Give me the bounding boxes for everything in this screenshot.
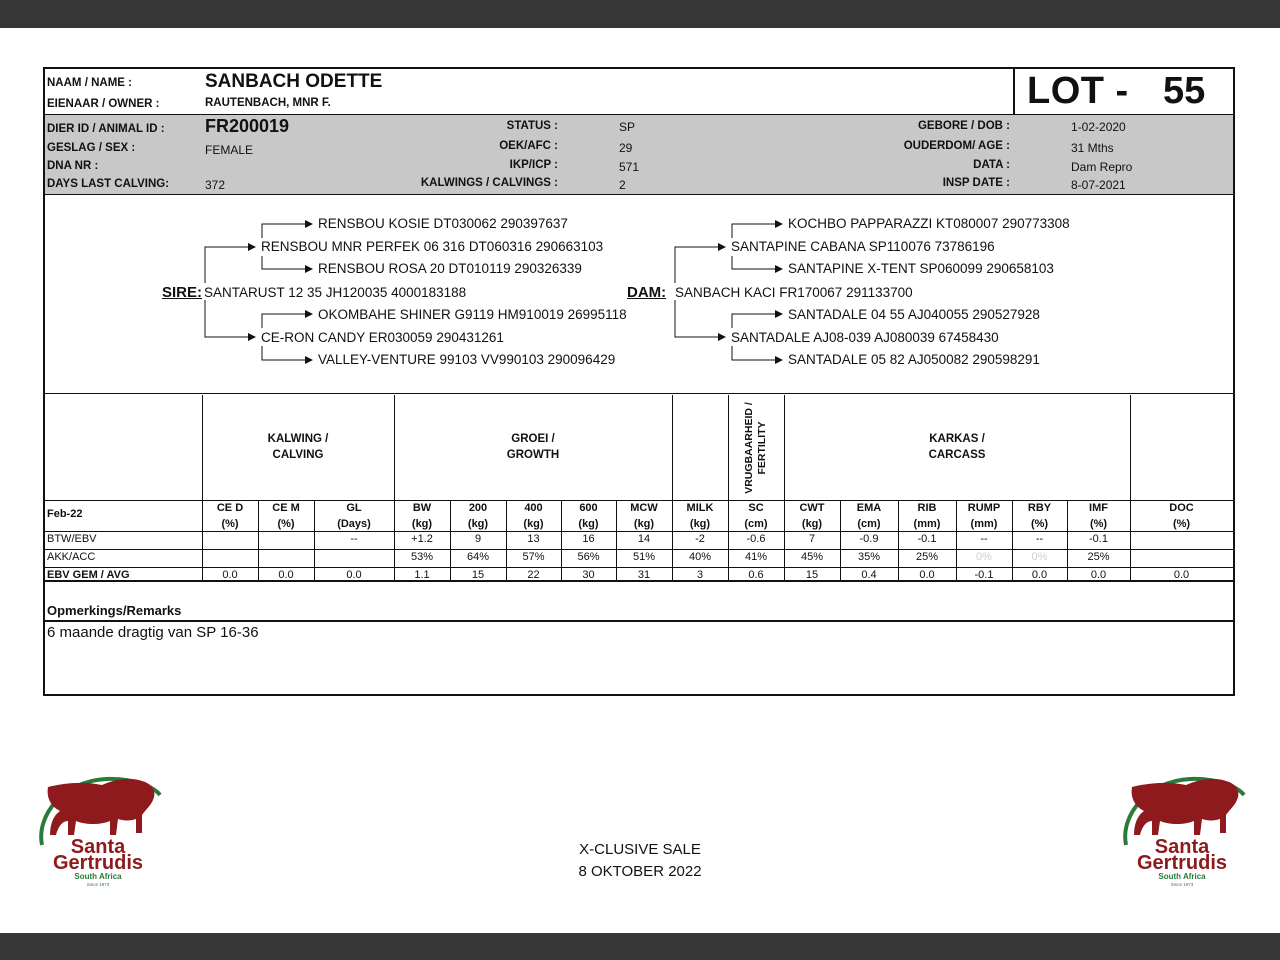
table-cell: 3 [696, 569, 704, 581]
dam-dam: SANTADALE AJ08-039 AJ080039 67458430 [731, 330, 999, 345]
table-cell: -- [1035, 533, 1044, 545]
lot-number: 55 [1163, 70, 1206, 112]
col-header-name: CE D [216, 502, 244, 514]
row-label: AKK/ACC [47, 551, 96, 563]
period-label: Feb-22 [47, 508, 83, 520]
sire-dam-sire: OKOMBAHE SHINER G9119 HM910019 26995118 [318, 307, 627, 322]
table-cell: 0.0 [1090, 569, 1107, 581]
calvings-label: KALWINGS / CALVINGS : [420, 177, 558, 189]
sire-dam-dam-line [262, 346, 312, 360]
col-header-rib [898, 500, 956, 532]
table-cell: +1.2 [411, 533, 433, 545]
fertility-group-label: VRUGBAARHEID / FERTILITY [743, 402, 768, 494]
table-cell: 53% [410, 551, 434, 563]
insp-date-value: 8-07-2021 [1071, 178, 1126, 192]
table-cell: 9 [474, 533, 482, 545]
carcass-group-line2: CARCASS [928, 449, 986, 461]
col-header-unit: (kg) [523, 518, 544, 530]
sire: SANTARUST 12 35 JH120035 4000183188 [204, 285, 467, 300]
dam-sire-dam-line [732, 256, 782, 269]
col-header-name: RUMP [967, 502, 1001, 514]
col-header-milk [672, 500, 728, 532]
table-cell: 16 [582, 533, 595, 545]
table-cell: 0.0 [919, 569, 935, 581]
col-header-doc [1130, 500, 1233, 532]
santa-gertrudis-logo-right [1118, 775, 1246, 887]
col-header-ce-m [258, 500, 314, 532]
col-header-unit: (%) [277, 518, 295, 530]
afc-value: 29 [619, 141, 633, 155]
days-calving-value: 372 [205, 178, 226, 192]
dam-sire-sire: KOCHBO PAPPARAZZI KT080007 290773308 [788, 216, 1070, 231]
col-header-unit: (kg) [578, 518, 599, 530]
table-cell: 30 [582, 569, 595, 581]
growth-group-line1: GROEI / [511, 433, 555, 445]
col-header-name: RBY [1027, 502, 1052, 514]
remarks-divider [45, 620, 1233, 622]
dam-sire: SANTAPINE CABANA SP110076 73786196 [731, 239, 995, 254]
grid-vline [1130, 395, 1131, 581]
table-cell: 0.0 [278, 569, 294, 581]
remarks-label: Opmerkings/Remarks [47, 603, 182, 618]
col-header-name: 400 [524, 502, 543, 514]
ebv-table [45, 395, 1233, 581]
dna-label: DNA NR : [47, 160, 99, 172]
col-header-name: CWT [799, 502, 825, 514]
table-cell: -- [980, 533, 988, 545]
lot-box [1013, 69, 1233, 115]
table-cell: 0% [1031, 551, 1048, 563]
sex-value: FEMALE [205, 143, 254, 157]
afc-label: OEK/AFC : [499, 140, 558, 152]
table-cell: 0.0 [346, 569, 362, 581]
table-cell: -0.1 [917, 533, 937, 545]
row-label: BTW/EBV [47, 533, 97, 545]
growth-group-line2: GROWTH [506, 449, 560, 461]
remarks-text: 6 maande dragtig van SP 16-36 [47, 624, 259, 641]
table-cell: 56% [577, 551, 600, 563]
calving-group-line1: KALWING / [267, 433, 329, 445]
sire-sire: RENSBOU MNR PERFEK 06 316 DT060316 290663103 [261, 239, 604, 254]
col-header-600 [561, 500, 616, 532]
age-label: OUDERDOM/ AGE : [903, 140, 1010, 152]
dam: SANBACH KACI FR170067 291133700 [675, 285, 913, 300]
sire-dam-sire-line [262, 314, 312, 328]
dam-to-dam-line [675, 300, 725, 337]
sire-to-dam-line [205, 300, 255, 337]
grid-line-row2 [45, 549, 1233, 550]
table-cell: 25% [1087, 551, 1110, 563]
col-header-bw [394, 500, 450, 532]
col-header-name: MILK [686, 502, 714, 514]
dam-dam-sire: SANTADALE 04 55 AJ040055 290527928 [788, 307, 1040, 322]
carcass-group-line1: KARKAS / [929, 433, 985, 445]
table-cell: -0.6 [746, 533, 766, 545]
dam-dam-sire-line [732, 314, 782, 328]
santa-gertrudis-logo-left [34, 775, 162, 887]
col-header-mcw [616, 500, 672, 532]
table-cell: 64% [466, 551, 490, 563]
calving-group-line2: CALVING [272, 449, 324, 461]
name-label: NAAM / NAME : [47, 77, 132, 89]
sale-date: 8 OKTOBER 2022 [578, 863, 702, 880]
dam-dam-dam-line [732, 346, 782, 360]
row-label: EBV GEM / AVG [47, 569, 130, 581]
col-header-unit: (Days) [337, 518, 371, 530]
data-label: DATA : [973, 159, 1010, 171]
table-cell: 45% [800, 551, 824, 563]
col-header-name: GL [346, 502, 362, 514]
table-cell: 14 [637, 533, 651, 545]
table-cell: 41% [744, 551, 768, 563]
table-cell: -0.1 [1089, 533, 1108, 545]
animal-id-label: DIER ID / ANIMAL ID : [47, 123, 165, 135]
grid-vline [202, 395, 203, 581]
dam-sire-sire-line [732, 224, 782, 238]
table-cell: 57% [522, 551, 545, 563]
logo-since: Since 1973 [1170, 882, 1194, 887]
name-header [45, 69, 1233, 115]
icp-label: IKP/ICP : [509, 159, 558, 171]
icp-value: 571 [619, 160, 640, 174]
col-header-name: DOC [1169, 502, 1194, 514]
fertility-group-header [729, 397, 783, 499]
status-label: STATUS : [506, 120, 558, 132]
table-cell: 0.0 [222, 569, 238, 581]
animal-name: SANBACH ODETTE [205, 71, 383, 92]
owner-name: RAUTENBACH, MNR F. [205, 97, 331, 109]
lot-label: LOT - [1027, 70, 1129, 112]
insp-date-label: INSP DATE : [942, 177, 1010, 189]
sire-dam: CE-RON CANDY ER030059 290431261 [261, 330, 504, 345]
table-cell: 1.1 [414, 569, 430, 581]
col-header-name: MCW [630, 502, 658, 514]
table-cell: 0.0 [1173, 569, 1190, 581]
table-cell: 0% [976, 551, 992, 563]
logo-word-santa: Santa [70, 836, 126, 858]
table-cell: 7 [808, 533, 816, 545]
sire-to-sire-line [205, 247, 255, 283]
table-cell: 0.0 [1031, 569, 1048, 581]
sire-sire-dam: RENSBOU ROSA 20 DT010119 290326339 [318, 261, 582, 276]
logo-word-santa: Santa [1154, 836, 1210, 858]
table-cell: 13 [527, 533, 540, 545]
table-cell: -0.1 [974, 569, 994, 581]
col-header-unit: (%) [1172, 518, 1191, 530]
sire-dam-dam: VALLEY-VENTURE 99103 VV990103 290096429 [318, 352, 616, 367]
col-header-rby [1012, 500, 1067, 532]
days-calving-label: DAYS LAST CALVING: [47, 178, 170, 190]
col-header-name: CE M [272, 502, 300, 514]
owner-label: EIENAAR / OWNER : [47, 98, 160, 110]
sire-label: SIRE: [162, 284, 203, 301]
table-cell: 15 [471, 569, 485, 581]
table-cell: -2 [695, 533, 705, 545]
logo-word-gertrudis: Gertrudis [52, 852, 144, 874]
col-header-name: SC [748, 502, 764, 514]
col-header-sc [728, 500, 784, 532]
sire-sire-dam-line [262, 256, 312, 269]
col-header-unit: (%) [1030, 518, 1049, 530]
col-header-unit: (kg) [411, 518, 433, 530]
dam-label: DAM: [627, 284, 667, 301]
col-header-200 [450, 500, 506, 532]
grid-line-row3 [45, 567, 1233, 568]
pedigree-section [45, 196, 1233, 394]
sire-sire-sire-line [262, 224, 312, 238]
top-bar [0, 0, 1280, 28]
col-header-unit: (kg) [689, 518, 711, 530]
col-header-unit: (kg) [633, 518, 655, 530]
logo-since: Since 1973 [86, 882, 110, 887]
table-cell: 35% [857, 551, 881, 563]
col-header-name: RIB [917, 502, 937, 514]
data-value: Dam Repro [1071, 160, 1133, 174]
table-cell: 15 [805, 569, 819, 581]
col-header-unit: (cm) [857, 518, 881, 530]
col-header-400 [506, 500, 561, 532]
logo-sub: South Africa [74, 872, 122, 881]
col-header-imf [1067, 500, 1130, 532]
col-header-unit: (kg) [801, 518, 823, 530]
calvings-value: 2 [619, 178, 626, 192]
col-header-name: 200 [468, 502, 488, 514]
dam-dam-dam: SANTADALE 05 82 AJ050082 290598291 [788, 352, 1040, 367]
table-cell: -- [350, 533, 358, 545]
col-header-name: BW [412, 502, 432, 514]
table-cell: 22 [527, 569, 540, 581]
col-header-unit: (cm) [744, 518, 768, 530]
sire-sire-sire: RENSBOU KOSIE DT030062 290397637 [318, 216, 568, 231]
col-header-name: IMF [1089, 502, 1108, 514]
logo-word-gertrudis: Gertrudis [1136, 852, 1228, 874]
dob-value: 1-02-2020 [1071, 120, 1126, 134]
table-cell: -0.9 [859, 533, 879, 545]
table-cell: 0.6 [748, 569, 764, 581]
col-header-name: 600 [579, 502, 598, 514]
age-value: 31 Mths [1071, 141, 1114, 155]
table-cell: 0.4 [861, 569, 877, 581]
col-header-gl [314, 500, 394, 532]
animal-info-band [45, 115, 1233, 195]
table-cell: 31 [637, 569, 651, 581]
table-cell: 25% [915, 551, 939, 563]
col-header-unit: (%) [221, 518, 239, 530]
col-header-unit: (mm) [970, 518, 998, 530]
sex-label: GESLAG / SEX : [47, 142, 136, 154]
animal-id: FR200019 [205, 116, 290, 136]
col-header-unit: (%) [1089, 518, 1108, 530]
table-cell: 40% [688, 551, 712, 563]
status-value: SP [619, 120, 636, 134]
calving-group-header [202, 431, 394, 463]
col-header-unit: (mm) [913, 518, 941, 530]
col-header-ema [840, 500, 898, 532]
sale-name: X-CLUSIVE SALE [579, 841, 701, 858]
growth-group-header [394, 431, 672, 463]
col-header-ce-d [202, 500, 258, 532]
dam-to-sire-line [675, 247, 725, 283]
col-header-name: EMA [856, 502, 882, 514]
logo-sub: South Africa [1158, 872, 1206, 881]
col-header-rump [956, 500, 1012, 532]
dob-label: GEBORE / DOB : [917, 120, 1010, 132]
col-header-cwt [784, 500, 840, 532]
col-header-unit: (kg) [467, 518, 489, 530]
carcass-group-header [784, 431, 1130, 463]
lot-card [43, 67, 1235, 696]
table-cell: 51% [632, 551, 656, 563]
bottom-bar [0, 933, 1280, 960]
dam-sire-dam: SANTAPINE X-TENT SP060099 290658103 [788, 261, 1054, 276]
